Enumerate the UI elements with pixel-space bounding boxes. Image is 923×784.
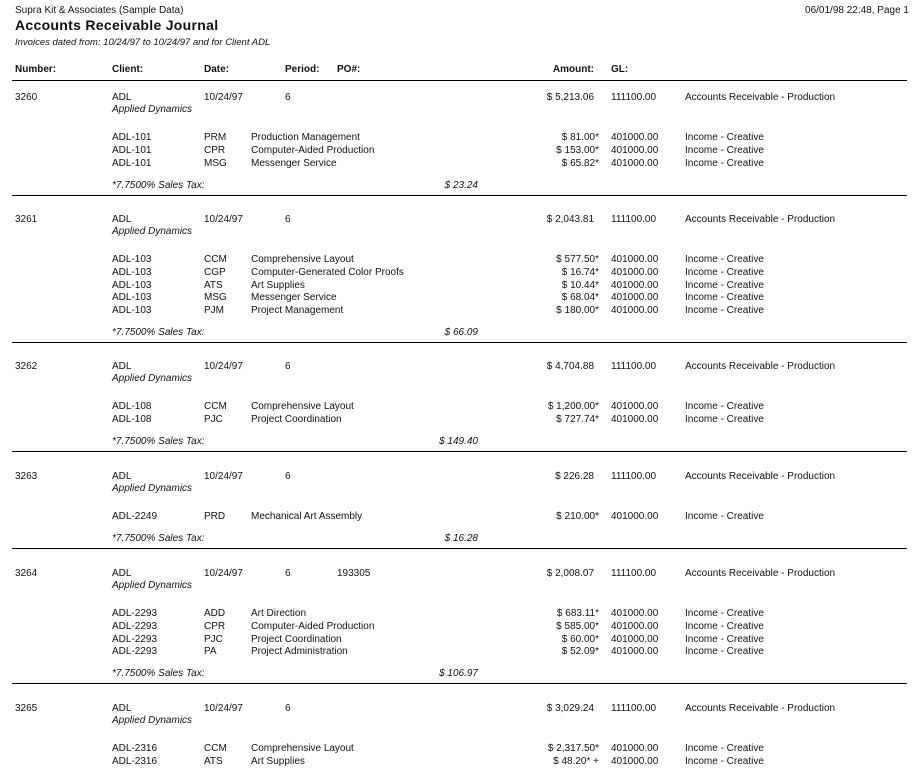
invoice-period: 6 — [285, 92, 291, 103]
invoice-gl-account: 111100.00 — [611, 471, 657, 482]
invoice-gl-account: 111100.00 — [611, 214, 657, 225]
invoice-amount: $ 3,029.24 — [546, 703, 594, 714]
line-item-gl-description: Income - Creative — [685, 144, 764, 156]
line-item-gl-account: 401000.00 — [611, 305, 659, 317]
line-item-gl-account: 401000.00 — [611, 292, 659, 304]
line-item-code: PRM — [204, 132, 227, 143]
line-item-amount: $ 60.00* — [561, 633, 599, 645]
line-item-gl-description: Income - Creative — [685, 646, 764, 658]
invoice-date: 10/24/97 — [204, 471, 243, 482]
line-item-reference: ADL-2293 — [112, 620, 158, 632]
invoice-number: 3264 — [15, 568, 38, 579]
line-item-gl-account: 401000.00 — [611, 608, 659, 619]
report-filter-description: Invoices dated from: 10/24/97 to 10/24/97 and for Client ADL — [15, 37, 271, 48]
sales-tax-label: *7.7500% Sales Tax: — [112, 327, 205, 339]
line-item-amount: $ 10.44* — [561, 279, 599, 291]
line-item-gl-description: Income - Creative — [685, 157, 764, 169]
line-item-gl-description: Income - Creative — [685, 743, 764, 754]
invoice-gl-description: Accounts Receivable - Production — [685, 92, 836, 103]
sales-tax-amount: $ 106.97 — [439, 668, 478, 680]
line-item-reference: ADL-103 — [112, 292, 152, 304]
line-item-gl-account: 401000.00 — [611, 755, 659, 767]
line-item-reference: ADL-2293 — [112, 646, 158, 658]
line-item-gl-account: 401000.00 — [611, 633, 659, 645]
line-item-amount: $ 81.00* — [561, 132, 599, 143]
line-item-reference: ADL-2316 — [112, 755, 158, 767]
line-item-reference: ADL-103 — [112, 279, 152, 291]
line-item-gl-description: Income - Creative — [685, 254, 764, 265]
line-item-amount: $ 585.00* — [556, 620, 599, 632]
line-item-gl-description: Income - Creative — [685, 279, 764, 291]
line-item-amount: $ 52.09* — [561, 646, 599, 658]
invoice-number: 3263 — [15, 471, 38, 482]
line-item-gl-description: Income - Creative — [685, 132, 764, 143]
line-item-amount: $ 2,317.50* — [547, 743, 599, 754]
line-item-gl-account: 401000.00 — [611, 620, 659, 632]
invoice-number: 3265 — [15, 703, 38, 714]
invoice-amount: $ 4,704.88 — [546, 361, 594, 372]
print-timestamp-page: 06/01/98 22:48, Page 1 — [805, 5, 909, 16]
sales-tax-label: *7.7500% Sales Tax: — [112, 533, 205, 544]
sales-tax-label: *7.7500% Sales Tax: — [112, 435, 205, 447]
line-item-code: MSG — [204, 292, 227, 304]
line-item-description: Project Management — [251, 305, 344, 317]
invoice-separator — [12, 195, 907, 196]
invoice-gl-description: Accounts Receivable - Production — [685, 471, 836, 482]
invoice-period: 6 — [285, 568, 291, 579]
line-item-description: Art Supplies — [251, 279, 305, 291]
invoice-client-name: Applied Dynamics — [112, 483, 193, 494]
line-item-amount: $ 683.11* — [556, 608, 599, 619]
invoice-gl-description: Accounts Receivable - Production — [685, 361, 836, 372]
line-item-amount: $ 65.82* — [561, 157, 599, 169]
line-item-amount: $ 180.00* — [556, 305, 599, 317]
invoice-amount: $ 226.28 — [555, 471, 594, 482]
line-item-code: PJM — [204, 305, 224, 317]
line-item-description: Comprehensive Layout — [251, 401, 354, 412]
invoice-number: 3260 — [15, 92, 38, 103]
invoice-po-number: 193305 — [337, 568, 371, 579]
line-item-gl-account: 401000.00 — [611, 413, 659, 425]
invoice-date: 10/24/97 — [204, 568, 243, 579]
line-item-code: CPR — [204, 144, 226, 156]
line-item-amount: $ 153.00* — [556, 144, 599, 156]
line-item-reference: ADL-103 — [112, 266, 152, 278]
column-header-client: Client: — [112, 64, 144, 75]
line-item-description: Mechanical Art Assembly — [251, 511, 363, 522]
invoice-client-code: ADL — [112, 703, 132, 714]
report-title: Accounts Receivable Journal — [15, 17, 219, 33]
line-item-gl-description: Income - Creative — [685, 413, 764, 425]
invoice-period: 6 — [285, 214, 291, 225]
line-item-gl-account: 401000.00 — [611, 511, 659, 522]
line-item-description: Computer-Generated Color Proofs — [251, 266, 404, 278]
column-header-number: Number: — [15, 64, 57, 75]
invoice-separator — [12, 548, 907, 549]
line-item-gl-account: 401000.00 — [611, 401, 659, 412]
line-item-description: Computer-Aided Production — [251, 620, 375, 632]
line-item-code: CCM — [204, 254, 227, 265]
line-item-reference: ADL-2293 — [112, 608, 158, 619]
line-item-reference: ADL-2316 — [112, 743, 158, 754]
line-item-gl-description: Income - Creative — [685, 401, 764, 412]
line-item-code: ADD — [204, 608, 226, 619]
line-item-code: CPR — [204, 620, 226, 632]
line-item-code: CCM — [204, 401, 227, 412]
line-item-reference: ADL-103 — [112, 254, 152, 265]
line-item-gl-account: 401000.00 — [611, 254, 659, 265]
line-item-description: Art Supplies — [251, 755, 305, 767]
header-rule — [12, 80, 907, 81]
invoice-date: 10/24/97 — [204, 92, 243, 103]
line-item-description: Computer-Aided Production — [251, 144, 375, 156]
line-item-code: ATS — [204, 755, 223, 767]
line-item-code: PA — [204, 646, 217, 658]
line-item-gl-description: Income - Creative — [685, 620, 764, 632]
invoice-date: 10/24/97 — [204, 703, 243, 714]
invoice-separator — [12, 342, 907, 343]
line-item-amount: $ 68.04* — [561, 292, 599, 304]
invoice-client-name: Applied Dynamics — [112, 373, 193, 384]
sales-tax-amount: $ 66.09 — [444, 327, 478, 339]
line-item-gl-account: 401000.00 — [611, 646, 659, 658]
sales-tax-label: *7.7500% Sales Tax: — [112, 668, 205, 680]
line-item-gl-account: 401000.00 — [611, 743, 659, 754]
sales-tax-label: *7.7500% Sales Tax: — [112, 179, 205, 191]
invoice-period: 6 — [285, 361, 291, 372]
line-item-gl-account: 401000.00 — [611, 266, 659, 278]
line-item-amount: $ 210.00* — [556, 511, 599, 522]
invoice-client-code: ADL — [112, 361, 132, 372]
column-header-period: Period: — [285, 64, 320, 75]
line-item-gl-description: Income - Creative — [685, 633, 764, 645]
invoice-separator — [12, 683, 907, 684]
line-item-amount: $ 16.74* — [561, 266, 599, 278]
invoice-client-name: Applied Dynamics — [112, 104, 193, 115]
line-item-amount: $ 1,200.00* — [547, 401, 599, 412]
invoice-client-code: ADL — [112, 214, 132, 225]
invoice-gl-account: 111100.00 — [611, 92, 657, 103]
invoice-gl-description: Accounts Receivable - Production — [685, 703, 836, 714]
line-item-amount: $ 48.20* + — [553, 755, 599, 767]
line-item-description: Project Administration — [251, 646, 348, 658]
line-item-gl-account: 401000.00 — [611, 157, 659, 169]
invoice-client-name: Applied Dynamics — [112, 580, 193, 591]
line-item-reference: ADL-101 — [112, 132, 152, 143]
column-header-gl: GL: — [611, 64, 629, 75]
sales-tax-amount: $ 23.24 — [444, 179, 478, 191]
line-item-gl-description: Income - Creative — [685, 511, 764, 522]
invoice-amount: $ 5,213.06 — [546, 92, 594, 103]
invoice-gl-description: Accounts Receivable - Production — [685, 214, 836, 225]
line-item-amount: $ 727.74* — [556, 413, 599, 425]
invoice-gl-account: 111100.00 — [611, 703, 657, 714]
line-item-reference: ADL-101 — [112, 157, 152, 169]
invoice-gl-account: 111100.00 — [611, 568, 657, 579]
invoice-gl-account: 111100.00 — [611, 361, 657, 372]
invoice-gl-description: Accounts Receivable - Production — [685, 568, 836, 579]
invoice-period: 6 — [285, 703, 291, 714]
invoice-separator — [12, 451, 907, 452]
invoice-amount: $ 2,008.07 — [546, 568, 594, 579]
sales-tax-amount: $ 149.40 — [439, 435, 478, 447]
line-item-code: PRD — [204, 511, 226, 522]
invoice-amount: $ 2,043.81 — [546, 214, 594, 225]
line-item-reference: ADL-101 — [112, 144, 152, 156]
line-item-gl-account: 401000.00 — [611, 132, 659, 143]
line-item-description: Messenger Service — [251, 292, 337, 304]
line-item-description: Production Management — [251, 132, 360, 143]
column-header-date: Date: — [204, 64, 230, 75]
line-item-gl-account: 401000.00 — [611, 144, 659, 156]
line-item-code: PJC — [204, 633, 223, 645]
invoice-client-code: ADL — [112, 471, 132, 482]
line-item-code: ATS — [204, 279, 223, 291]
line-item-reference: ADL-2293 — [112, 633, 158, 645]
column-header-amount: Amount: — [552, 64, 594, 75]
line-item-gl-account: 401000.00 — [611, 279, 659, 291]
line-item-reference: ADL-108 — [112, 401, 152, 412]
line-item-gl-description: Income - Creative — [685, 305, 764, 317]
invoice-date: 10/24/97 — [204, 214, 243, 225]
line-item-code: CCM — [204, 743, 227, 754]
invoice-period: 6 — [285, 471, 291, 482]
invoice-client-name: Applied Dynamics — [112, 715, 193, 726]
line-item-code: MSG — [204, 157, 227, 169]
column-header-po: PO#: — [337, 64, 361, 75]
line-item-description: Project Coordination — [251, 413, 342, 425]
line-item-gl-description: Income - Creative — [685, 755, 764, 767]
line-item-reference: ADL-103 — [112, 305, 152, 317]
line-item-code: PJC — [204, 413, 223, 425]
line-item-gl-description: Income - Creative — [685, 292, 764, 304]
invoice-client-code: ADL — [112, 92, 132, 103]
line-item-reference: ADL-2249 — [112, 511, 158, 522]
line-item-description: Art Direction — [251, 608, 307, 619]
invoice-client-code: ADL — [112, 568, 132, 579]
line-item-description: Comprehensive Layout — [251, 743, 354, 754]
line-item-description: Messenger Service — [251, 157, 337, 169]
company-name: Supra Kit & Associates (Sample Data) — [15, 5, 184, 16]
invoice-number: 3261 — [15, 214, 38, 225]
invoice-date: 10/24/97 — [204, 361, 243, 372]
sales-tax-amount: $ 16.28 — [444, 533, 478, 544]
line-item-description: Comprehensive Layout — [251, 254, 354, 265]
line-item-description: Project Coordination — [251, 633, 342, 645]
line-item-gl-description: Income - Creative — [685, 266, 764, 278]
invoice-client-name: Applied Dynamics — [112, 226, 193, 237]
line-item-code: CGP — [204, 266, 226, 278]
line-item-reference: ADL-108 — [112, 413, 152, 425]
invoice-number: 3262 — [15, 361, 38, 372]
line-item-gl-description: Income - Creative — [685, 608, 764, 619]
line-item-amount: $ 577.50* — [556, 254, 599, 265]
